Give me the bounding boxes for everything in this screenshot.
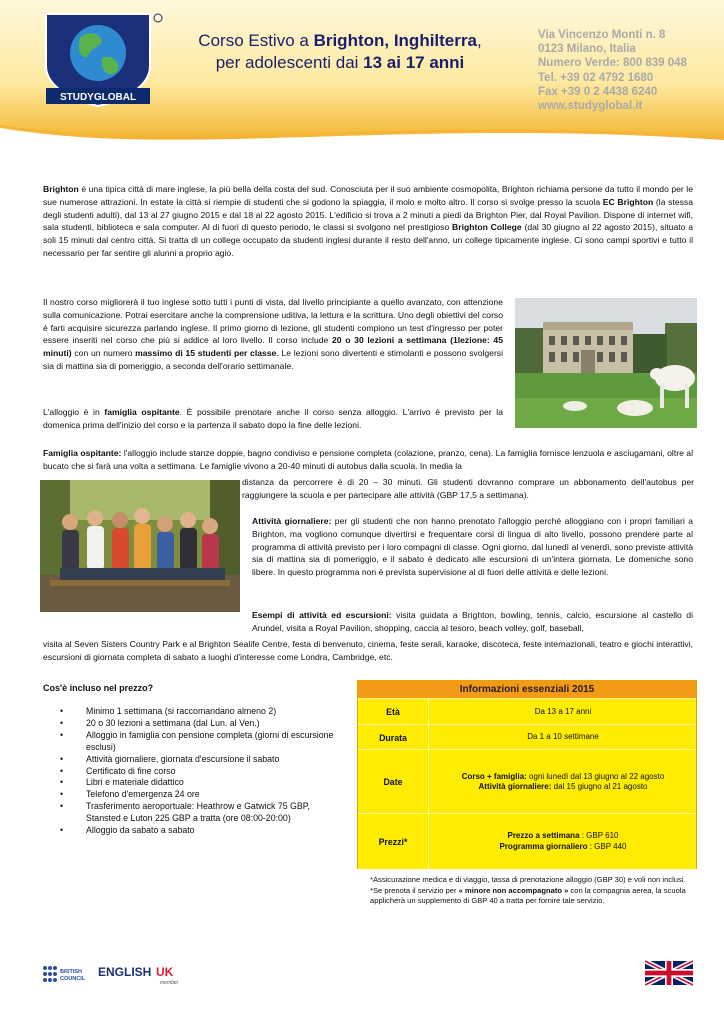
- bold-text: massimo di 15 studenti per classe: [135, 348, 277, 359]
- included-item: • Alloggio da sabato a sabato: [60, 825, 340, 837]
- info-table-row: [358, 749, 696, 814]
- excursions-paragraph: [252, 609, 693, 635]
- info-row-value: [430, 725, 696, 750]
- info-value-line: [527, 732, 599, 743]
- british-council-logo: [42, 964, 92, 986]
- contact-website[interactable]: www.studyglobal.it: [538, 100, 643, 113]
- text-run: l'alloggio include stanze doppie, bagno condiviso e pensione completa (colazione, pranzo, cena). La famiglia fornisce lenzuola e asciugamani, oltre al bucato che si farà una volta a settimana. Le famiglie vivono a 20-40 minuti di autobus dalla scuola. In media la: [43, 448, 693, 471]
- info-row-label: Durata: [358, 725, 429, 750]
- info-row-value: [430, 699, 696, 725]
- page-title: Corso Estivo a Brighton, Inghilterra, per adolescenti dai 13 ai 17 anni: [198, 31, 482, 72]
- header-wave: [0, 118, 724, 158]
- included-item: • Alloggio in famiglia con pensione completa (giorni di escursione esclusi): [60, 730, 340, 754]
- studyglobal-logo: [40, 8, 165, 108]
- included-item: • Libri e materiale didattico: [60, 777, 340, 789]
- brighton-college-photo: [515, 298, 697, 428]
- info-table-row: [358, 724, 696, 750]
- svg-text:BRITISH: BRITISH: [60, 969, 82, 975]
- bold-text: « minore non accompagnato »: [458, 885, 569, 895]
- daily-activities-paragraph: [252, 515, 693, 579]
- intro-paragraph: [43, 183, 693, 260]
- excursions-paragraph-cont: [43, 638, 693, 664]
- info-table-title: Informazioni essenziali 2015: [358, 681, 696, 698]
- text-run: (la stessa degli studenti adulti), dal 13 al 27 giugno 2015 e dal 18 al 22 agosto 2015. L'edificio si trova a 2 minuti a piedi da Brighton Pier, dal Royal Pavilion. Dispone di internet wifi, sala studenti, biblioteca e sala computer. Al di fuori di questo periodo, le classi si svolgono nel prestigioso: [43, 196, 694, 233]
- text-run: con un numero: [71, 348, 136, 359]
- accommodation-paragraph: [43, 406, 503, 432]
- info-value-line: [462, 772, 665, 783]
- info-value-line: [479, 782, 648, 793]
- text-run: visita guidata a Brighton, bowling, tennis, calcio, escursione al castello di Arundel, visita a Royal Pavilion, shopping, caccia al tesoro, beach volley, golf, baseball,: [252, 610, 693, 633]
- text-run: per gli studenti che non hanno prenotato l'alloggio perché alloggiano con i propri familiari a Brighton, ma vogliono comunque divertirsi e frequentare corsi di lingua di alto livello, possono prendere parte al programma di attività previsto per i loro compagni di classe. Ogni giorno, dal lunedì al venerdì, sono previste attività sia di mattina sia di pomeriggio, e il sabato è dedicato alle escursioni di un'intera giornata. Le domeniche sono libere. In questo programma non è prevista supervisione al di fuori delle attività e delle lezioni.: [252, 516, 693, 578]
- info-value-line: [535, 707, 592, 718]
- text-run: Da 1 a 10 settimane: [527, 732, 599, 742]
- text-run: . Le lezioni sono divertenti e stimolanti e possono svolgersi sia di mattina sia di pomeriggio, a seconda dell'orario settimanale.: [43, 348, 504, 371]
- text-run: distanza da percorrere è di 20 – 30 minuti. Gli studenti dovranno comprare un abbonamento dell'autobus per raggiungere la scuola e per partecipare alle attività (GBP 17,5 a settimana).: [242, 477, 694, 500]
- footnote: [370, 875, 690, 886]
- svg-text:member: member: [160, 980, 179, 986]
- text-run: ogni lunedì dal 13 giugno al 22 agosto: [526, 771, 665, 781]
- included-list: [60, 706, 340, 837]
- contact-city: 0123 Milano, Italia: [538, 43, 636, 56]
- bold-text: Programma giornaliero: [499, 841, 588, 851]
- info-value-line: [499, 842, 626, 853]
- bold-text: EC Brighton: [602, 196, 654, 207]
- info-table-row: [358, 813, 696, 869]
- contact-fax: Fax +39 0 2 4438 6240: [538, 85, 658, 98]
- text-run: visita al Seven Sisters Country Park e al Brighton Sealife Centre, festa di benvenuto, cinema, feste serali, karaoke, discoteca, feste internazionali, teatro e giochi interattivi, escursioni di giornata completa di sabato a luoghi d'interesse come Londra, Cambridge, etc.: [43, 639, 693, 662]
- text-run: *Se prenota il servizio per: [370, 885, 459, 895]
- logo-text: STUDYGLOBAL: [59, 92, 137, 103]
- svg-text:COUNCIL: COUNCIL: [60, 976, 86, 982]
- text-run: : GBP 610: [579, 831, 619, 840]
- course-paragraph: [43, 296, 503, 373]
- bold-text: Corso + famiglia:: [461, 771, 527, 781]
- footnote: [370, 886, 690, 907]
- included-item: • Telefono d'emergenza 24 ore: [60, 789, 340, 801]
- bold-text: 20 o 30 lezioni a settimana (1lezione: 45 minuti): [43, 335, 503, 359]
- bold-text: Esempi di attività ed escursioni:: [252, 610, 392, 620]
- text-run: è una tipica città di mare inglese, la più bella della costa del sud. Conosciuta per il suo ambiente cosmopolita, Brighton richiama persone da tutto il mondo per le sue numerose attrazioni. In estate la città si riempie di studenti che si godono la spiaggia, il molo e molto altro. Il corso si svolge presso la scuola: [43, 184, 693, 207]
- info-row-value: [430, 750, 696, 814]
- footnotes: [370, 875, 690, 907]
- info-table: [357, 680, 697, 869]
- svg-text:UK: UK: [156, 965, 174, 979]
- bold-text: Prezzo a settimana: [507, 831, 580, 840]
- included-title: Cos'è incluso nel prezzo?: [43, 683, 154, 693]
- text-run: dal 15 giugno al 21 agosto: [551, 782, 648, 791]
- text-run: *Assicurazione medica e di viaggio, tassa di prenotazione alloggio (GBP 30) e voli non inclusi.: [370, 875, 686, 884]
- bold-text: Attività giornaliere:: [252, 516, 332, 526]
- bold-text: famiglia ospitante: [104, 407, 180, 417]
- contact-address: Via Vincenzo Monti n. 8: [538, 29, 666, 41]
- text-run: L'alloggio è in: [43, 407, 105, 417]
- included-item: • 20 o 30 lezioni a settimana (dal Lun. al Ven.): [60, 718, 340, 730]
- info-table-row: [358, 698, 696, 725]
- included-item: • Trasferimento aeroportuale: Heathrow e Gatwick 75 GBP, Stansted e Luton 225 GBP a tratta (ore 08:00-20:00): [60, 801, 340, 825]
- info-row-label: Date: [358, 750, 429, 814]
- text-run: Il nostro corso migliorerà il tuo inglese sotto tutti i punti di vista, dal livello principiante a quello avanzato, con attenzione sulla comunicazione. Potrai esercitare anche la comprensione uditiva, la lettura e la scrittura. Uno degli obiettivi del corso è farti acquisire sicurezza parlando inglese. Il primo giorno di lezione, gli studenti compiono un test d'ingresso per poter essere inseriti nel corso che più si addice al loro livello. Il corso include: [43, 297, 504, 346]
- info-row-label: Età: [358, 699, 429, 725]
- info-row-value: [430, 814, 696, 869]
- bold-text: Famiglia ospitante:: [43, 448, 122, 458]
- text-run: (dal 30 giugno al 22 agosto 2015), situato a soli 15 minuti dal centro città. Si tratta di un college occupato da studenti inglesi durante il resto dell'anno, un college tipicamente inglese. Ci sono campi sportivi e tutto il necessario per far sentire gli alunni a proprio agio.: [43, 222, 694, 258]
- included-item: • Attività giornaliere, giornata d'escursione il sabato: [60, 754, 340, 766]
- text-run: . È possibile prenotare anche il corso senza alloggio. L'arrivo è previsto per la domenica prima dell'inizio del corso e la partenza il sabato dopo la fine delle lezioni.: [43, 407, 503, 430]
- text-run: con la compagnia aerea, la scuola applicherà un supplemento di GBP 40 a tratta per fornire tale servizio.: [370, 885, 686, 906]
- host-family-paragraph: [43, 447, 693, 473]
- bold-text: Brighton College: [452, 222, 522, 233]
- svg-text:ENGLISH: ENGLISH: [98, 965, 152, 979]
- uk-flag-icon: [645, 960, 693, 986]
- text-run: : GBP 440: [587, 841, 627, 851]
- bold-text: Attività giornaliere:: [478, 782, 552, 791]
- english-uk-logo: [98, 962, 194, 988]
- included-item: • Minimo 1 settimana (si raccomandano almeno 2): [60, 706, 340, 718]
- contact-block: [538, 28, 718, 113]
- students-group-photo: [40, 480, 240, 612]
- bold-text: Brighton: [43, 184, 79, 194]
- contact-toll-free: Numero Verde: 800 839 048: [538, 57, 687, 70]
- contact-phone: Tel. +39 02 4792 1680: [538, 71, 654, 84]
- host-family-paragraph-cont: [242, 476, 694, 502]
- included-item: • Certificato di fine corso: [60, 766, 340, 778]
- info-value-line: [507, 831, 618, 842]
- text-run: Da 13 a 17 anni: [534, 706, 592, 716]
- info-row-label: Prezzi*: [358, 814, 429, 869]
